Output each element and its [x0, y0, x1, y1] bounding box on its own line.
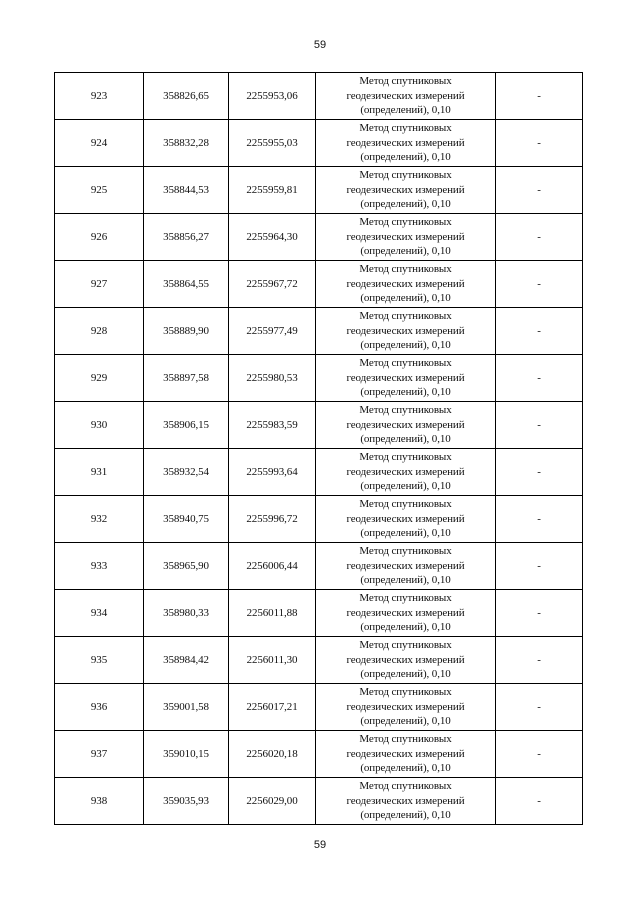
method-line: (определений), 0,10 — [360, 198, 451, 211]
coordinates-table-body — [55, 73, 583, 825]
y-coordinate-cell: 2255967,72 — [229, 261, 316, 308]
method-line: геодезических измерений — [346, 794, 465, 807]
table-row — [55, 778, 583, 825]
table-row — [55, 543, 583, 590]
note-cell: - — [496, 355, 583, 402]
method-line: Метод спутниковых — [359, 75, 452, 88]
note-cell: - — [496, 496, 583, 543]
y-coordinate-cell: 2256017,21 — [229, 684, 316, 731]
y-coordinate-cell: 2255993,64 — [229, 449, 316, 496]
method-cell — [316, 402, 496, 449]
method-line: Метод спутниковых — [359, 169, 452, 182]
x-coordinate-cell: 358984,42 — [144, 637, 229, 684]
method-line: (определений), 0,10 — [360, 527, 451, 540]
page-number-bottom: 59 — [313, 839, 327, 851]
method-line: геодезических измерений — [346, 371, 465, 384]
note-cell: - — [496, 543, 583, 590]
point-number-cell: 925 — [55, 167, 144, 214]
x-coordinate-cell: 358889,90 — [144, 308, 229, 355]
note-cell: - — [496, 214, 583, 261]
method-line: геодезических измерений — [346, 512, 465, 525]
method-line: (определений), 0,10 — [360, 809, 451, 822]
x-coordinate-cell: 358897,58 — [144, 355, 229, 402]
x-coordinate-cell: 358856,27 — [144, 214, 229, 261]
point-number-cell: 936 — [55, 684, 144, 731]
point-number-cell: 930 — [55, 402, 144, 449]
table-row — [55, 308, 583, 355]
point-number-cell: 928 — [55, 308, 144, 355]
point-number-cell: 933 — [55, 543, 144, 590]
note-cell: - — [496, 73, 583, 120]
method-cell — [316, 261, 496, 308]
method-cell — [316, 496, 496, 543]
table-row — [55, 120, 583, 167]
y-coordinate-cell: 2256020,18 — [229, 731, 316, 778]
point-number-cell: 924 — [55, 120, 144, 167]
method-cell — [316, 731, 496, 778]
method-line: Метод спутниковых — [359, 545, 452, 558]
table-row — [55, 261, 583, 308]
x-coordinate-cell: 358940,75 — [144, 496, 229, 543]
point-number-cell: 927 — [55, 261, 144, 308]
method-cell — [316, 214, 496, 261]
y-coordinate-cell: 2256011,88 — [229, 590, 316, 637]
x-coordinate-cell: 359010,15 — [144, 731, 229, 778]
table-row — [55, 402, 583, 449]
method-line: (определений), 0,10 — [360, 386, 451, 399]
method-line: геодезических измерений — [346, 418, 465, 431]
point-number-cell: 937 — [55, 731, 144, 778]
y-coordinate-cell: 2255980,53 — [229, 355, 316, 402]
x-coordinate-cell: 359035,93 — [144, 778, 229, 825]
point-number-cell: 932 — [55, 496, 144, 543]
method-line: Метод спутниковых — [359, 404, 452, 417]
method-line: Метод спутниковых — [359, 216, 452, 229]
method-line: геодезических измерений — [346, 89, 465, 102]
point-number-cell: 934 — [55, 590, 144, 637]
method-cell — [316, 120, 496, 167]
method-cell — [316, 684, 496, 731]
method-cell — [316, 449, 496, 496]
method-line: геодезических измерений — [346, 700, 465, 713]
method-cell — [316, 167, 496, 214]
x-coordinate-cell: 358844,53 — [144, 167, 229, 214]
point-number-cell: 938 — [55, 778, 144, 825]
method-line: Метод спутниковых — [359, 780, 452, 793]
y-coordinate-cell: 2255955,03 — [229, 120, 316, 167]
method-cell — [316, 355, 496, 402]
note-cell: - — [496, 778, 583, 825]
method-line: (определений), 0,10 — [360, 762, 451, 775]
note-cell: - — [496, 449, 583, 496]
x-coordinate-cell: 358832,28 — [144, 120, 229, 167]
method-cell — [316, 308, 496, 355]
table-row — [55, 449, 583, 496]
method-line: Метод спутниковых — [359, 686, 452, 699]
x-coordinate-cell: 358906,15 — [144, 402, 229, 449]
y-coordinate-cell: 2255996,72 — [229, 496, 316, 543]
note-cell: - — [496, 308, 583, 355]
method-line: геодезических измерений — [346, 465, 465, 478]
method-line: (определений), 0,10 — [360, 480, 451, 493]
y-coordinate-cell: 2255977,49 — [229, 308, 316, 355]
method-line: (определений), 0,10 — [360, 104, 451, 117]
method-cell — [316, 543, 496, 590]
table-row — [55, 590, 583, 637]
table-row — [55, 496, 583, 543]
method-line: Метод спутниковых — [359, 451, 452, 464]
point-number-cell: 923 — [55, 73, 144, 120]
x-coordinate-cell: 359001,58 — [144, 684, 229, 731]
method-line: Метод спутниковых — [359, 639, 452, 652]
y-coordinate-cell: 2255964,30 — [229, 214, 316, 261]
note-cell: - — [496, 261, 583, 308]
x-coordinate-cell: 358932,54 — [144, 449, 229, 496]
method-line: (определений), 0,10 — [360, 715, 451, 728]
method-line: (определений), 0,10 — [360, 245, 451, 258]
point-number-cell: 935 — [55, 637, 144, 684]
method-line: геодезических измерений — [346, 277, 465, 290]
table-row — [55, 637, 583, 684]
note-cell: - — [496, 731, 583, 778]
method-line: геодезических измерений — [346, 183, 465, 196]
x-coordinate-cell: 358965,90 — [144, 543, 229, 590]
note-cell: - — [496, 402, 583, 449]
note-cell: - — [496, 167, 583, 214]
method-line: Метод спутниковых — [359, 357, 452, 370]
table-row — [55, 73, 583, 120]
method-line: геодезических измерений — [346, 230, 465, 243]
note-cell: - — [496, 590, 583, 637]
y-coordinate-cell: 2255953,06 — [229, 73, 316, 120]
table-row — [55, 167, 583, 214]
method-cell — [316, 73, 496, 120]
method-line: Метод спутниковых — [359, 263, 452, 276]
method-line: (определений), 0,10 — [360, 339, 451, 352]
table-row — [55, 214, 583, 261]
note-cell: - — [496, 637, 583, 684]
table-row — [55, 684, 583, 731]
method-line: (определений), 0,10 — [360, 621, 451, 634]
y-coordinate-cell: 2255959,81 — [229, 167, 316, 214]
y-coordinate-cell: 2255983,59 — [229, 402, 316, 449]
method-cell — [316, 637, 496, 684]
method-line: геодезических измерений — [346, 747, 465, 760]
point-number-cell: 931 — [55, 449, 144, 496]
y-coordinate-cell: 2256006,44 — [229, 543, 316, 590]
method-line: геодезических измерений — [346, 136, 465, 149]
method-line: (определений), 0,10 — [360, 668, 451, 681]
x-coordinate-cell: 358864,55 — [144, 261, 229, 308]
table-row — [55, 731, 583, 778]
method-cell — [316, 590, 496, 637]
method-line: геодезических измерений — [346, 653, 465, 666]
method-line: (определений), 0,10 — [360, 433, 451, 446]
method-line: геодезических измерений — [346, 324, 465, 337]
method-line: Метод спутниковых — [359, 592, 452, 605]
note-cell: - — [496, 120, 583, 167]
note-cell: - — [496, 684, 583, 731]
method-line: геодезических измерений — [346, 559, 465, 572]
method-line: Метод спутниковых — [359, 310, 452, 323]
method-line: (определений), 0,10 — [360, 151, 451, 164]
table-row — [55, 355, 583, 402]
x-coordinate-cell: 358826,65 — [144, 73, 229, 120]
point-number-cell: 926 — [55, 214, 144, 261]
method-line: Метод спутниковых — [359, 498, 452, 511]
y-coordinate-cell: 2256029,00 — [229, 778, 316, 825]
method-cell — [316, 778, 496, 825]
method-line: (определений), 0,10 — [360, 292, 451, 305]
x-coordinate-cell: 358980,33 — [144, 590, 229, 637]
method-line: Метод спутниковых — [359, 122, 452, 135]
page-number-top: 59 — [313, 39, 327, 51]
method-line: геодезических измерений — [346, 606, 465, 619]
point-number-cell: 929 — [55, 355, 144, 402]
coordinates-table — [54, 72, 583, 825]
y-coordinate-cell: 2256011,30 — [229, 637, 316, 684]
method-line: (определений), 0,10 — [360, 574, 451, 587]
method-line: Метод спутниковых — [359, 733, 452, 746]
